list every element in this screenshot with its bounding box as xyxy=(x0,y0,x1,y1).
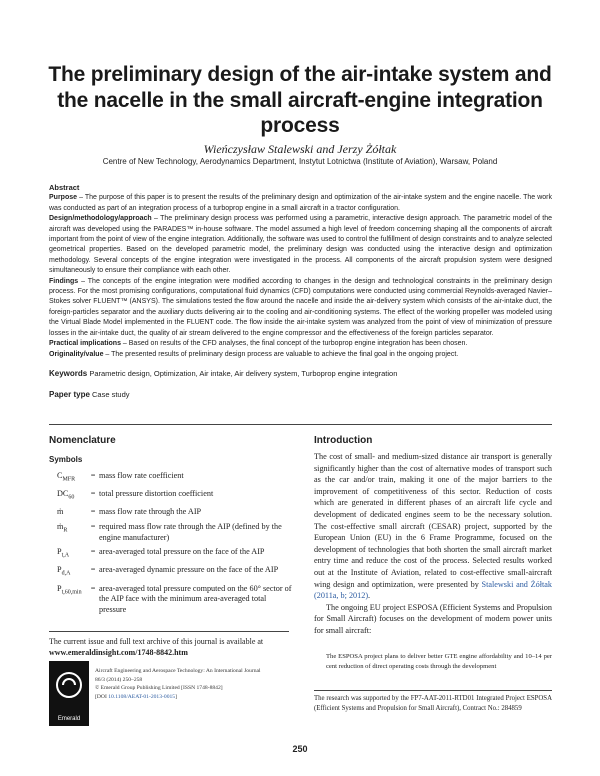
research-note: The research was supported by the FP7-AAT-2011-RTD01 Integrated Project ESPOSA (Efficient Systems and Propulsion for Small Aircraft), Contract No.: 284859 xyxy=(314,695,552,712)
practical-text: – Based on results of the CFD analyses, the final concept of the turboprop engine integration has been chosen. xyxy=(120,340,468,348)
nomenclature-heading: Nomenclature xyxy=(49,435,116,446)
symbol-description: required mass flow rate through the AIP (defined by the engine manufacturer) xyxy=(99,522,282,542)
author-affiliation: Centre of New Technology, Aerodynamics Department, Instytut Lotnictwa (Institute of Aviation), Warsaw, Poland xyxy=(102,157,498,166)
research-note-divider xyxy=(314,690,552,691)
abstract-findings xyxy=(49,277,552,339)
citation-link[interactable]: Stalewski and Żółtak (2011a, b; 2012) xyxy=(314,579,552,601)
journal-volume: 86/3 (2014) 250–258 xyxy=(95,676,143,683)
symbol-row xyxy=(57,507,293,522)
logo-text: Emerald xyxy=(57,716,81,722)
findings-label: Findings xyxy=(49,277,79,285)
doi-prefix: [DOI xyxy=(95,693,109,700)
introduction-body xyxy=(314,451,552,637)
symbol-row xyxy=(57,565,293,583)
symbol-name: $DC_{60}$ xyxy=(57,489,75,501)
abstract-heading: Abstract xyxy=(49,183,80,192)
archive-footnote xyxy=(49,636,291,658)
abstract-purpose xyxy=(49,193,552,214)
symbol-equals: = xyxy=(90,507,96,517)
journal-copyright: © Emerald Group Publishing Limited [ISSN 1748-8842] xyxy=(95,685,223,692)
symbol-name: $C_{MFR}$ xyxy=(57,471,76,483)
symbol-equals: = xyxy=(90,547,96,557)
abstract-practical xyxy=(49,339,552,349)
symbol-name: $P_{t,A}$ xyxy=(57,547,70,559)
doi-suffix: ] xyxy=(175,693,177,700)
journal-url-link[interactable]: www.emeraldinsight.com/1748-8842.htm xyxy=(49,648,188,657)
symbol-row xyxy=(57,489,293,507)
abstract-method xyxy=(49,214,552,276)
emerald-logo xyxy=(49,661,89,726)
symbol-description: total pressure distortion coefficient xyxy=(99,489,214,499)
esposa-quote: The ESPOSA project plans to deliver better GTE engine affordability and 10–14 per cent reduction of direct operating costs through the development xyxy=(326,653,552,670)
emerald-emblem-icon xyxy=(49,661,89,711)
keywords-label: Keywords xyxy=(49,368,88,378)
journal-doi-line xyxy=(95,693,295,702)
method-text: – The preliminary design process was performed using a parametric, interactive design approach. The parametric model of the aircraft was developed using the PARADES™ in-house software. The model assumed a high level of freedom concerning shaping all the components of aircraft important from the point of view of the engine integration. Additionally, the software was used to control the fulfillment of design constraints and to analyze selected geometrical properties. Based on the developed parametric model, the preliminary design was conducted using the interactive design and optimization methodology. Several concepts of the engine integration were investigated in the process. All components of the aircraft propulsion system were designed simultaneously to ensure their compliance with each other. xyxy=(49,215,552,275)
page-number: 250 xyxy=(292,744,308,754)
keywords-text: Parametric design, Optimization, Air intake, Air delivery system, Turboprop engine integration xyxy=(87,368,398,378)
method-label: Design/methodology/approach xyxy=(49,215,152,223)
paper-title: The preliminary design of the air-intake system and the nacelle in the small aircraft-engine integration process xyxy=(48,63,552,137)
keywords xyxy=(49,369,552,379)
originality-text: – The presented results of preliminary design process are valuable to achieve the final goal in the ongoing project. xyxy=(103,350,459,358)
symbols-table xyxy=(57,471,293,620)
journal-name: Aircraft Engineering and Aerospace Technology: An International Journal xyxy=(95,668,261,674)
findings-text: – The concepts of the engine integration were modified according to changes in the design and technological constraints in the preliminary design process. For the most promising configurations, computational fluid dynamics (CFD) computations were conducted using commercial Reynolds-averaged Navier–Stokes solver FLUENT™ (ANSYS). The simulations tested the flow around the nacelle and inside the air-delivery system which consists of the air-intake duct, the foreign-particles separator and the auxiliary ducts delivering air to the cooling and air-conditioning systems. The effect of the working propeller was modeled using the Virtual Blade Model implemented in the FLUENT code. The flow inside the air-intake system was analyzed from the point of view of minimization of pressure losses in the air-intake duct, the quality of air stream delivered to the engine compressor and the effectiveness of the foreign particles separator. xyxy=(49,277,552,337)
symbol-description: mass flow rate through the AIP xyxy=(99,507,202,517)
symbol-row xyxy=(57,547,293,565)
footnote-divider xyxy=(49,631,289,632)
symbol-row xyxy=(57,584,293,620)
intro-p1-end: . xyxy=(368,591,371,601)
symbol-name: $P_{t,60,min}$ xyxy=(57,583,82,596)
symbol-description: area-averaged total pressure computed on the 60° sector of the AIP face with the minimum area-averaged total pressure xyxy=(99,583,292,614)
originality-label: Originality/value xyxy=(49,350,104,358)
paper-type xyxy=(49,390,552,400)
symbol-name: ṁ$_R$ xyxy=(57,522,68,534)
archive-note-text: The current issue and full text archive of this journal is available at xyxy=(49,637,264,646)
introduction-heading: Introduction xyxy=(314,435,373,446)
intro-paragraph-1 xyxy=(314,451,552,602)
purpose-label: Purpose xyxy=(49,194,78,202)
paper-type-text: Case study xyxy=(89,390,130,400)
purpose-text: – The purpose of this paper is to present the results of the preliminary design and optimization of the air-intake system and the engine nacelle. The work was conducted as part of an integration process of a turboprop engine in a small aircraft in a tractor configuration. xyxy=(49,194,552,212)
abstract-originality xyxy=(49,350,552,360)
section-divider xyxy=(49,424,552,425)
symbol-equals: = xyxy=(90,471,96,480)
symbol-name: ṁ xyxy=(57,507,64,517)
symbol-equals: = xyxy=(90,489,96,499)
practical-label: Practical implications xyxy=(49,340,121,348)
symbol-name: $P_{d,A}$ xyxy=(57,565,71,578)
symbols-heading: Symbols xyxy=(49,455,83,464)
paper-type-label: Paper type xyxy=(49,390,90,400)
paper-authors: Wieńczysław Stalewski and Jerzy Żółtak xyxy=(203,142,397,156)
symbol-description: mass flow rate coefficient xyxy=(99,471,184,480)
abstract-section xyxy=(49,183,552,401)
intro-paragraph-2: The ongoing EU project ESPOSA (Efficient Systems and Propulsion for Small Aircraft) focuses on the development of modern power units for small aircraft: xyxy=(314,602,552,635)
symbol-row xyxy=(57,471,293,489)
symbol-row xyxy=(57,522,293,547)
symbol-description: area-averaged dynamic pressure on the face of the AIP xyxy=(99,565,279,575)
symbol-equals: = xyxy=(90,522,96,532)
journal-info xyxy=(95,667,295,701)
intro-p1-text: The cost of small- and medium-sized distance air transport is generally significantly higher than the cost of alternative modes of transport such as the car and/or train, making it one of the major barriers to the improvement of competitiveness of this sector. Reduction of costs which are generated in different phases of an aircraft life cycle and development of dedicated engines seem to be the necessary solution. The cost-effective small aircraft (CESAR) project, supported by the European Union (EU) in the 6 Frame Programme, focused on the development of technologies that both shorten the small aircraft market entry time and reduce the cost of the process. Selected results worked out at the Institute of Aviation, related to cost-effective small-aircraft wing design and optimization, were presented by xyxy=(314,452,552,589)
symbol-equals: = xyxy=(90,583,96,593)
doi-link[interactable]: 10.1108/AEAT-01-2013-0015 xyxy=(108,693,176,700)
symbol-equals: = xyxy=(90,565,96,575)
symbol-description: area-averaged total pressure on the face of the AIP xyxy=(99,547,265,557)
